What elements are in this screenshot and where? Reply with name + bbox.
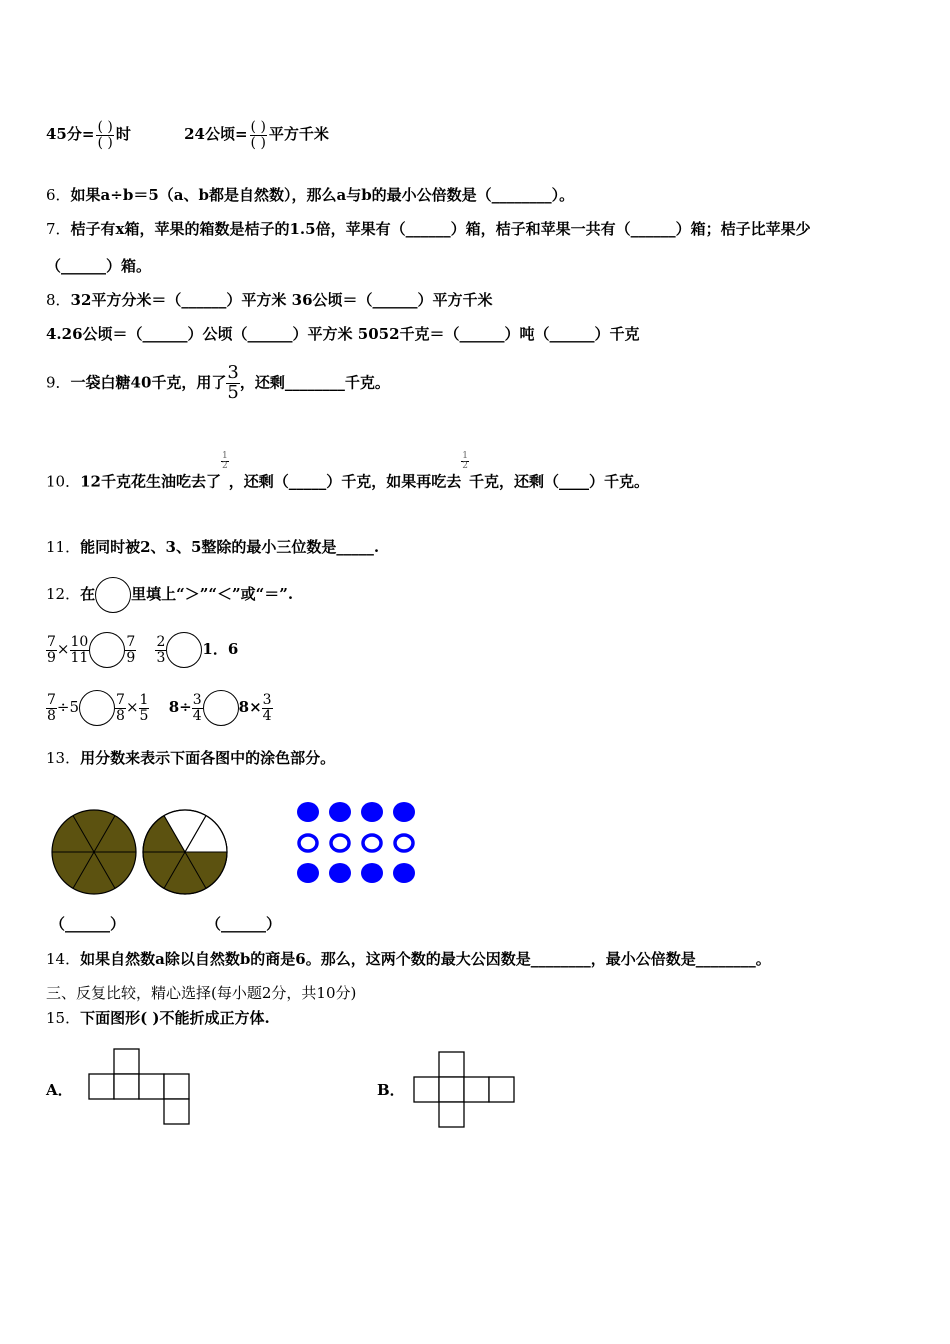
q13-number: 13． — [46, 749, 81, 767]
q12-line — [46, 577, 293, 613]
q13-pie-1 — [52, 810, 136, 894]
q9-fraction — [226, 364, 239, 403]
q10-fraction-1 — [221, 452, 229, 472]
net-a-square — [164, 1074, 189, 1099]
q5-left-text: 45分= — [46, 125, 95, 144]
q12-r2a-d3: 5 — [139, 707, 149, 724]
q12-r1a-d3: 9 — [126, 649, 136, 666]
q11-text: 能同时被2、3、5整除的最小三位数是_____. — [80, 538, 380, 556]
q13-blank-2: （______） — [206, 915, 282, 933]
net-a-square — [114, 1074, 139, 1099]
q15-option-a-net — [88, 1048, 192, 1128]
q10-fraction-2 — [461, 452, 469, 472]
net-b-square — [489, 1077, 514, 1102]
q13-dot-filled — [361, 863, 383, 883]
q12-r1b-right: 1．6 — [202, 640, 239, 658]
q12-r2b-n: 3 — [192, 691, 202, 708]
q12-r2b-mid: 8× — [238, 698, 262, 716]
q12-r2a-d2: 8 — [116, 707, 125, 724]
q12-r1a-n2: 10 — [70, 633, 89, 650]
net-a-square — [164, 1099, 189, 1124]
net-a-square — [114, 1049, 139, 1074]
q14-line — [46, 952, 771, 967]
q13-dot-hollow — [395, 835, 413, 851]
q14-number: 14． — [46, 950, 81, 968]
q13-dot-hollow — [299, 835, 317, 851]
q13-dots-figure — [294, 800, 418, 886]
q15-text: 下面图形( )不能折成正方体. — [80, 1009, 270, 1027]
q10-line — [46, 452, 649, 489]
q13-blank-1: （______） — [50, 915, 126, 933]
q5-blank-fraction-1 — [96, 120, 113, 150]
q8-line-1 — [46, 293, 493, 308]
q7-text-2: （______）箱。 — [46, 257, 152, 275]
q12-r1a-d2: 11 — [70, 649, 89, 666]
q12-intro-a: 在 — [80, 585, 96, 603]
q12-row-1 — [46, 632, 238, 668]
q5-blank-num-1: ( ) — [97, 119, 113, 135]
q10-part-2: ，还剩（_____）千克，如果再吃去 — [228, 472, 462, 491]
q12-r1a-d1: 9 — [47, 649, 56, 666]
q5-blank-num-2: ( ) — [250, 119, 266, 135]
q12-r2a-op: ÷5 — [56, 698, 80, 716]
net-b-square — [439, 1077, 464, 1102]
q9-number: 9． — [46, 373, 71, 392]
q12-r2b-d: 4 — [192, 707, 202, 724]
q12-r1a-frac3 — [125, 635, 136, 665]
q12-r1a-n3: 7 — [126, 633, 136, 650]
q8-text-1: 32平方分米＝（______）平方米 36公顷＝（______）平方千米 — [70, 291, 493, 309]
q12-r2a-op2: × — [125, 698, 139, 716]
q5-line — [46, 120, 329, 150]
q12-r1a-n1: 7 — [47, 633, 56, 650]
q6-line — [46, 188, 574, 203]
section-3-title: 三、反复比较，精心选择(每小题2分，共10分) — [46, 984, 357, 1002]
q12-r1a-answer-circle[interactable] — [89, 632, 125, 668]
q15-option-a-label[interactable]: A． — [46, 1081, 73, 1099]
q11-number: 11． — [46, 538, 81, 556]
q15-option-b-label[interactable]: B． — [377, 1081, 405, 1099]
q12-r1b-answer-circle[interactable] — [166, 632, 202, 668]
q13-dot-filled — [297, 802, 319, 822]
q10-part-1: 12千克花生油吃去了 — [80, 472, 221, 491]
q9-text-before: 一袋白糖40千克，用了 — [70, 373, 227, 392]
q13-dot-filled — [329, 863, 351, 883]
q10-frac1-den: 2 — [221, 461, 228, 472]
q15-line — [46, 1011, 270, 1026]
q7-line-2 — [46, 259, 151, 274]
q10-part-3: 千克，还剩（____）千克。 — [468, 472, 649, 491]
q13-dot-hollow — [331, 835, 349, 851]
q13-dot-filled — [329, 802, 351, 822]
q7-number: 7． — [46, 220, 71, 238]
q13-dot-filled — [393, 802, 415, 822]
net-b-square — [439, 1102, 464, 1127]
q6-number: 6． — [46, 186, 71, 204]
q12-r2b-frac2 — [262, 693, 273, 723]
q12-r2a-answer-circle[interactable] — [79, 690, 115, 726]
q12-r2b-d2: 4 — [262, 707, 272, 724]
q12-r2a-frac1 — [46, 693, 57, 723]
q12-r2a-frac2 — [115, 693, 126, 723]
q14-text: 如果自然数a除以自然数b的商是6。那么，这两个数的最大公因数是________，最小公倍数是________。 — [80, 950, 771, 968]
q9-frac-den: 5 — [227, 381, 239, 403]
q12-r1b-d: 3 — [156, 649, 166, 666]
q12-r2a-n1: 7 — [47, 691, 56, 708]
q8-number: 8． — [46, 291, 71, 309]
q12-r1b-n: 2 — [156, 633, 166, 650]
q9-frac-num: 3 — [227, 362, 239, 383]
net-b-square — [439, 1052, 464, 1077]
q5-left-unit: 时 — [115, 125, 131, 144]
q7-line-1 — [46, 222, 811, 237]
q12-intro-b: 里填上“＞”“＜”或“＝”. — [131, 585, 294, 603]
q13-dot-filled — [297, 863, 319, 883]
q9-line — [46, 364, 390, 403]
q12-r2b-answer-circle[interactable] — [203, 690, 239, 726]
net-a-square — [89, 1074, 114, 1099]
q10-frac2-num: 1 — [462, 451, 468, 461]
q12-row-2 — [46, 690, 273, 726]
q10-number: 10． — [46, 472, 81, 491]
q12-r2a-frac3 — [139, 693, 150, 723]
q13-text: 用分数来表示下面各图中的涂色部分。 — [80, 749, 336, 767]
net-b-square — [414, 1077, 439, 1102]
q13-dot-hollow — [363, 835, 381, 851]
q7-text-1: 桔子有x箱，苹果的箱数是桔子的1.5倍，苹果有（______）箱，桔子和苹果一共有（______）箱；桔子比苹果少 — [70, 220, 811, 238]
q12-r2b-n2: 3 — [262, 691, 272, 708]
q15-option-b-net — [412, 1051, 518, 1131]
q12-r2a-n3: 1 — [139, 691, 149, 708]
q5-right-text: 24公顷= — [184, 125, 248, 144]
q9-text-after: ，还剩________千克。 — [239, 373, 390, 392]
q12-r1a-frac1 — [46, 635, 57, 665]
net-a-square — [139, 1074, 164, 1099]
q11-line — [46, 540, 379, 555]
q12-circle-sample — [95, 577, 131, 613]
q5-blank-den-2: ( ) — [250, 134, 266, 151]
q12-r1a-frac2 — [70, 635, 90, 665]
q12-r2a-n2: 7 — [116, 691, 125, 708]
q5-right-unit: 平方千米 — [268, 125, 329, 144]
q10-frac2-den: 2 — [462, 461, 468, 472]
q6-text: 如果a÷b＝5（a、b都是自然数），那么a与b的最小公倍数是（________）。 — [70, 186, 575, 204]
q8-line-2 — [46, 327, 640, 342]
q12-r1a-op: × — [56, 640, 70, 658]
net-b-square — [464, 1077, 489, 1102]
q8-text-2: 4.26公顷＝（______）公顷（______）平方米 5052千克＝（______）吨（______）千克 — [46, 325, 640, 343]
q13-pie-2 — [143, 810, 227, 894]
q5-blank-den-1: ( ) — [97, 134, 113, 151]
q5-blank-fraction-2 — [250, 120, 267, 150]
q13-line — [46, 751, 335, 766]
q13-pie-figures — [50, 805, 230, 899]
q12-r2b-left: 8÷ — [168, 698, 192, 716]
q15-number: 15． — [46, 1009, 81, 1027]
q12-number: 12． — [46, 585, 81, 603]
q12-r1b-frac — [155, 635, 166, 665]
q12-r2a-d1: 8 — [47, 707, 56, 724]
q13-dot-filled — [393, 863, 415, 883]
q13-dot-filled — [361, 802, 383, 822]
q12-r2b-frac — [192, 693, 203, 723]
q10-frac1-num: 1 — [221, 451, 228, 461]
